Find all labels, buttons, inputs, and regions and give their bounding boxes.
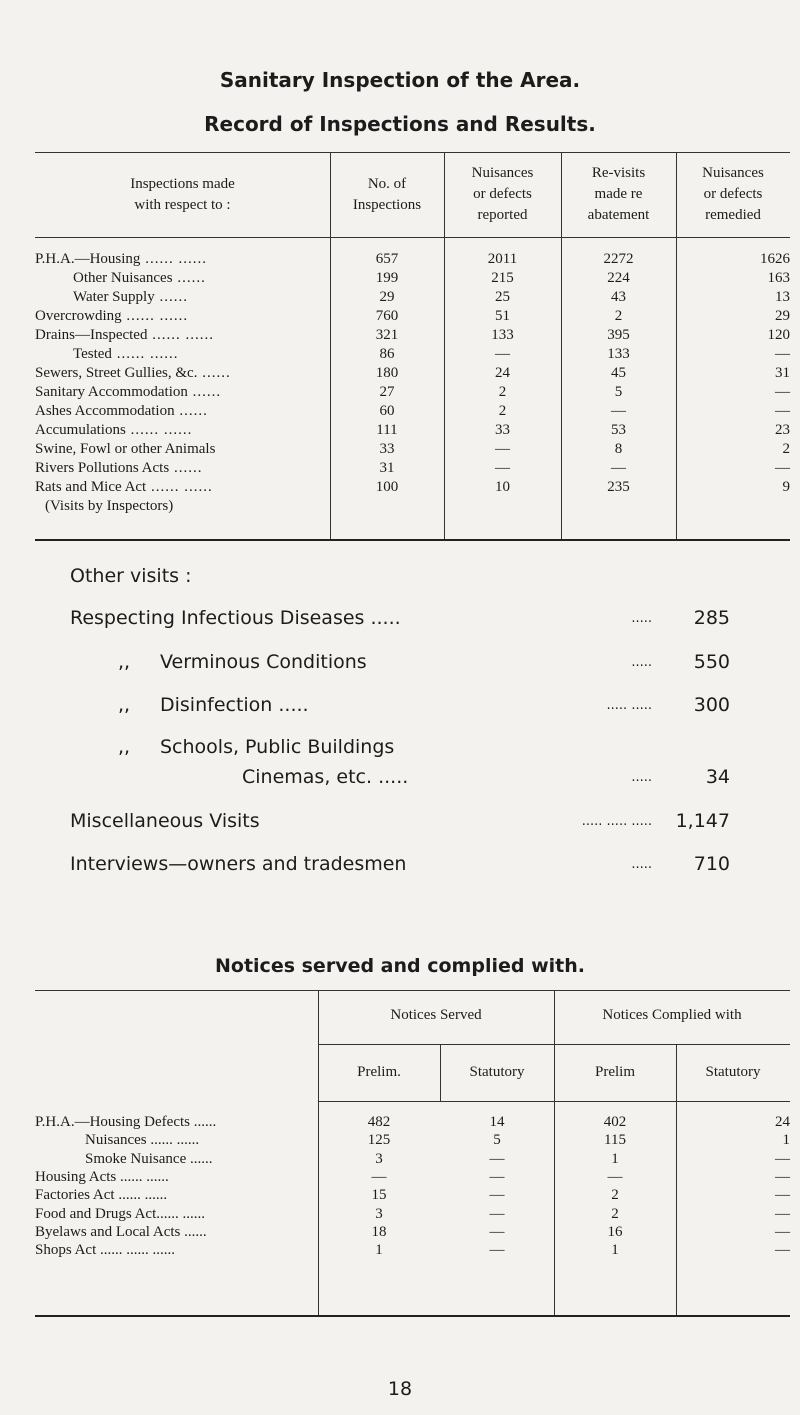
table-cell: 31 xyxy=(379,460,395,476)
table-cell xyxy=(676,365,790,382)
table-bottom-rule xyxy=(35,1315,790,1317)
table-cell xyxy=(676,270,790,287)
row-label xyxy=(45,498,340,515)
table-row xyxy=(35,422,790,441)
leader-dots: ...... ...... xyxy=(111,346,179,362)
table-cell: 10 xyxy=(495,479,510,495)
cell-value: 9 xyxy=(782,479,790,495)
row-label-text: Factories Act xyxy=(35,1187,115,1204)
cell-value: 31 xyxy=(775,365,790,381)
table-cell: 53 xyxy=(611,422,626,438)
row-label-text: Housing Acts xyxy=(35,1168,117,1185)
table-cell: — xyxy=(775,1223,790,1240)
row-label-text: Tested xyxy=(73,346,112,362)
table-cell: 2011 xyxy=(487,251,518,267)
visit-label: Miscellaneous Visits xyxy=(70,810,260,832)
ditto-mark: ,, xyxy=(118,736,131,758)
ditto-mark: ,, xyxy=(118,651,131,673)
table-cell xyxy=(676,346,790,363)
table-row xyxy=(35,498,790,517)
header-line: Nuisances xyxy=(471,165,534,181)
table-cell: 5 xyxy=(493,1132,501,1149)
header-line: with respect to : xyxy=(134,196,231,213)
table-row xyxy=(35,327,790,346)
row-label xyxy=(35,1206,318,1223)
table-cell: 133 xyxy=(607,346,630,362)
row-label xyxy=(35,365,330,382)
table-cell: 33 xyxy=(379,441,395,457)
leader-dots: ...... xyxy=(197,365,231,381)
table-cell xyxy=(676,460,790,477)
table-cell: 14 xyxy=(489,1114,505,1130)
header-served-statutory: Statutory xyxy=(469,1064,525,1080)
table-cell: 25 xyxy=(495,289,510,305)
header-complied-statutory: Statutory xyxy=(705,1064,761,1080)
table-cell xyxy=(676,289,790,306)
leader-dots: ...... ...... xyxy=(125,422,193,438)
leader-dots: ..... xyxy=(631,857,652,872)
header-nuisances-reported xyxy=(444,152,561,237)
inspections-table-body xyxy=(35,251,790,517)
row-label-text: Nuisances xyxy=(85,1132,147,1149)
table-cell: 180 xyxy=(375,365,399,381)
row-label xyxy=(35,403,330,420)
header-line: No. of xyxy=(367,175,407,192)
leader-dots: ...... ...... xyxy=(146,1132,200,1149)
table-cell: 27 xyxy=(379,384,395,400)
table-cell: 45 xyxy=(611,365,626,381)
visit-count: 285 xyxy=(693,607,730,629)
leader-dots: ...... ...... xyxy=(114,1187,168,1204)
row-label xyxy=(85,1151,318,1168)
table-row xyxy=(35,1169,790,1186)
table-cell xyxy=(676,384,790,401)
table-cell xyxy=(676,479,790,496)
table-cell: 100 xyxy=(375,479,399,495)
row-label xyxy=(35,384,330,401)
row-label xyxy=(73,289,330,306)
table-cell: 2 xyxy=(614,308,623,324)
table-cell: 657 xyxy=(375,251,399,267)
table-cell: — xyxy=(611,403,626,419)
cell-value: — xyxy=(775,460,790,476)
table-cell xyxy=(676,441,790,458)
visit-label: Respecting Infectious Diseases ..... xyxy=(70,607,401,629)
table-cell: — xyxy=(489,1150,505,1167)
leader-dots: ...... ...... xyxy=(116,1168,169,1185)
leader-dots: ...... xyxy=(190,1114,217,1130)
table-row xyxy=(35,441,790,460)
row-label xyxy=(35,422,330,439)
row-label-text: Byelaws and Local Acts xyxy=(35,1223,181,1240)
table-cell: — xyxy=(775,1187,790,1204)
table-cell: 1 xyxy=(611,1150,619,1167)
header-line: Inspections xyxy=(352,196,422,213)
header-notices-served: Notices Served xyxy=(390,1007,482,1023)
table-cell: 1 xyxy=(611,1242,619,1259)
row-label-text: Sewers, Street Gullies, &c. xyxy=(35,365,198,381)
header-line: Nuisances xyxy=(702,165,764,181)
table-cell: 2 xyxy=(498,403,507,419)
table-row xyxy=(35,1187,790,1204)
row-label xyxy=(73,346,330,363)
header-line: reported xyxy=(477,207,528,223)
table-cell: 18 xyxy=(371,1223,387,1240)
table-cell: — xyxy=(775,1168,790,1185)
table-cell: 2 xyxy=(611,1205,619,1222)
row-label-text: Drains—Inspected xyxy=(35,327,148,343)
row-label-text: Sanitary Accommodation xyxy=(35,384,188,400)
leader-dots: ..... xyxy=(631,611,652,626)
table-cell: 321 xyxy=(375,327,399,343)
cell-value: 23 xyxy=(775,422,790,438)
table-cell: — xyxy=(775,1242,790,1259)
header-notices-complied: Notices Complied with xyxy=(602,1007,742,1023)
table-row xyxy=(35,308,790,327)
page-title: Sanitary Inspection of the Area. xyxy=(219,68,581,92)
row-label-text: Overcrowding xyxy=(35,308,122,324)
table-cell: 3 xyxy=(375,1150,383,1167)
table-cell: 29 xyxy=(379,289,395,305)
row-label xyxy=(35,1242,318,1259)
leader-dots: ...... ...... xyxy=(147,327,214,343)
row-label xyxy=(35,479,330,496)
table-cell xyxy=(676,251,790,268)
table-row xyxy=(35,365,790,384)
page-number: 18 xyxy=(387,1378,413,1400)
header-line: or defects xyxy=(473,186,532,202)
header-revisits xyxy=(561,152,676,237)
row-label xyxy=(35,441,330,458)
table-cell xyxy=(676,403,790,420)
row-label xyxy=(73,270,330,287)
table-cell xyxy=(676,308,790,325)
leader-dots: ...... ...... xyxy=(156,1205,205,1222)
leader-dots: ...... xyxy=(172,270,206,286)
header-nuisances-remedied xyxy=(676,152,790,237)
row-label xyxy=(35,1169,318,1186)
header-line: remedied xyxy=(705,207,761,223)
cell-value: 163 xyxy=(767,270,790,286)
row-label xyxy=(35,308,330,325)
table-cell: 2 xyxy=(611,1187,619,1204)
cell-value: 13 xyxy=(775,289,790,305)
table-row xyxy=(35,1114,790,1131)
table-cell: 8 xyxy=(614,441,623,457)
table-row xyxy=(35,1206,790,1223)
cell-value: — xyxy=(775,346,790,362)
leader-dots: ..... xyxy=(631,655,652,670)
row-label-text: Other Nuisances xyxy=(73,270,173,286)
table-cell: 5 xyxy=(614,384,623,400)
visit-label: Cinemas, etc. ..... xyxy=(242,766,409,788)
table-cell: — xyxy=(607,1168,623,1185)
table-row xyxy=(35,346,790,365)
row-label-text: Accumulations xyxy=(35,422,126,438)
leader-dots: ..... ..... xyxy=(606,698,652,713)
table-cell: 482 xyxy=(367,1114,391,1130)
table-cell: 3 xyxy=(375,1205,383,1222)
visit-count: 550 xyxy=(693,651,730,673)
header-complied-prelim: Prelim xyxy=(595,1064,635,1080)
table-row xyxy=(35,1151,790,1168)
table-cell xyxy=(676,498,790,515)
table-bottom-rule xyxy=(35,539,790,541)
visit-label: Verminous Conditions xyxy=(160,651,367,673)
visit-label: Schools, Public Buildings xyxy=(160,736,395,758)
header-line: or defects xyxy=(703,186,763,202)
row-label xyxy=(35,327,330,344)
table-cell: 199 xyxy=(375,270,399,286)
other-visits-heading: Other visits : xyxy=(70,565,192,587)
table-cell: — xyxy=(489,1223,505,1240)
table-row xyxy=(35,1242,790,1259)
row-label-text: Food and Drugs Act xyxy=(35,1205,157,1222)
table-cell: 402 xyxy=(603,1114,627,1130)
table-cell: — xyxy=(495,460,510,476)
table-cell: — xyxy=(495,346,510,362)
leader-dots: ...... ...... ...... xyxy=(96,1242,176,1259)
table-cell: 133 xyxy=(491,327,514,343)
leader-dots: ...... xyxy=(180,1223,207,1240)
row-label-text: (Visits by Inspectors) xyxy=(45,498,174,514)
header-line: abatement xyxy=(587,207,650,223)
table-row xyxy=(35,460,790,479)
table-top-rule xyxy=(35,990,790,991)
row-label xyxy=(85,1132,318,1149)
table-cell: 2 xyxy=(498,384,507,400)
visit-label: Disinfection ..... xyxy=(160,694,309,716)
table-row xyxy=(35,289,790,308)
cell-value: — xyxy=(775,403,790,419)
table-cell: 33 xyxy=(495,422,510,438)
table-cell: — xyxy=(489,1187,505,1204)
table-row xyxy=(35,384,790,403)
row-label xyxy=(35,460,330,477)
table-cell: 24 xyxy=(495,365,510,381)
table-cell: — xyxy=(611,460,626,476)
table-cell: — xyxy=(495,441,510,457)
cell-value: 1626 xyxy=(760,251,790,267)
row-label xyxy=(35,1114,318,1131)
table-cell xyxy=(676,327,790,344)
row-label xyxy=(35,251,330,268)
table-cell: 215 xyxy=(491,270,514,286)
row-label-text: Rivers Pollutions Acts xyxy=(35,460,170,476)
table-cell: — xyxy=(489,1205,505,1222)
table-cell: 125 xyxy=(367,1132,391,1149)
table-cell: 111 xyxy=(376,422,398,438)
table-cell: 115 xyxy=(604,1132,626,1149)
notices-title: Notices served and complied with. xyxy=(215,955,585,977)
leader-dots: ...... xyxy=(174,403,208,419)
row-label-text: Shops Act xyxy=(35,1242,97,1259)
leader-dots: ...... xyxy=(187,384,222,400)
table-cell: 2272 xyxy=(603,251,634,267)
cell-value: 120 xyxy=(767,327,790,343)
table-cell: 395 xyxy=(607,327,630,343)
table-row xyxy=(35,270,790,289)
cell-value: — xyxy=(775,384,790,400)
row-label-text: Rats and Mice Act xyxy=(35,479,147,495)
row-label-text: Smoke Nuisance xyxy=(85,1150,187,1167)
ditto-mark: ,, xyxy=(118,694,131,716)
table-cell: 1 xyxy=(375,1242,383,1259)
header-line: Inspections made xyxy=(130,175,235,192)
header-no-of-inspections xyxy=(330,152,444,237)
table-row xyxy=(35,1132,790,1149)
row-label-text: Swine, Fowl or other Animals xyxy=(35,441,216,457)
row-label xyxy=(35,1224,318,1241)
notices-table xyxy=(35,990,790,1320)
header-served-prelim: Prelim. xyxy=(357,1064,401,1080)
row-label-text: P.H.A.—Housing xyxy=(35,251,141,267)
table-cell: — xyxy=(775,1205,790,1222)
table-cell: 1 xyxy=(782,1132,790,1149)
table-cell: — xyxy=(489,1242,505,1259)
cell-value: 2 xyxy=(782,441,790,457)
table-cell: 224 xyxy=(607,270,630,286)
table-cell: — xyxy=(371,1168,387,1185)
leader-dots: ..... xyxy=(631,770,652,785)
visit-count: 34 xyxy=(705,766,730,788)
table-cell: — xyxy=(489,1168,505,1185)
row-label-text: P.H.A.—Housing Defects xyxy=(35,1114,190,1130)
leader-dots: ...... ...... xyxy=(146,479,213,495)
table-cell: 86 xyxy=(379,346,395,362)
table-cell: 16 xyxy=(607,1223,623,1240)
table-cell: 15 xyxy=(371,1187,387,1204)
leader-dots: ...... ...... xyxy=(140,251,207,267)
table-cell: 60 xyxy=(379,403,395,419)
visit-count: 300 xyxy=(693,694,730,716)
table-row xyxy=(35,251,790,270)
row-label xyxy=(35,1187,318,1204)
table-cell: 51 xyxy=(495,308,510,324)
visit-count: 710 xyxy=(693,853,730,875)
leader-dots: ..... ..... ..... xyxy=(581,814,652,829)
table-cell: — xyxy=(775,1150,790,1167)
leader-dots: ...... xyxy=(169,460,203,476)
header-line: Re-visits xyxy=(591,165,646,181)
table-cell: 24 xyxy=(775,1114,790,1130)
leader-dots: ...... ...... xyxy=(121,308,189,324)
table-cell: 235 xyxy=(607,479,630,495)
table-row xyxy=(35,479,790,498)
row-label-text: Ashes Accommodation xyxy=(35,403,175,419)
page-subtitle: Record of Inspections and Results. xyxy=(204,112,596,136)
visit-count: 1,147 xyxy=(675,810,730,832)
table-cell: 43 xyxy=(611,289,626,305)
header-line: made re xyxy=(594,186,643,202)
header-inspections-made xyxy=(35,152,330,237)
table-row xyxy=(35,1224,790,1241)
table-cell: 760 xyxy=(375,308,399,324)
cell-value: 29 xyxy=(775,308,790,324)
table-cell xyxy=(676,422,790,439)
leader-dots: ...... xyxy=(186,1150,213,1167)
table-row xyxy=(35,403,790,422)
row-label-text: Water Supply xyxy=(73,289,155,305)
visit-label: Interviews—owners and tradesmen xyxy=(70,853,407,875)
leader-dots: ...... xyxy=(154,289,188,305)
